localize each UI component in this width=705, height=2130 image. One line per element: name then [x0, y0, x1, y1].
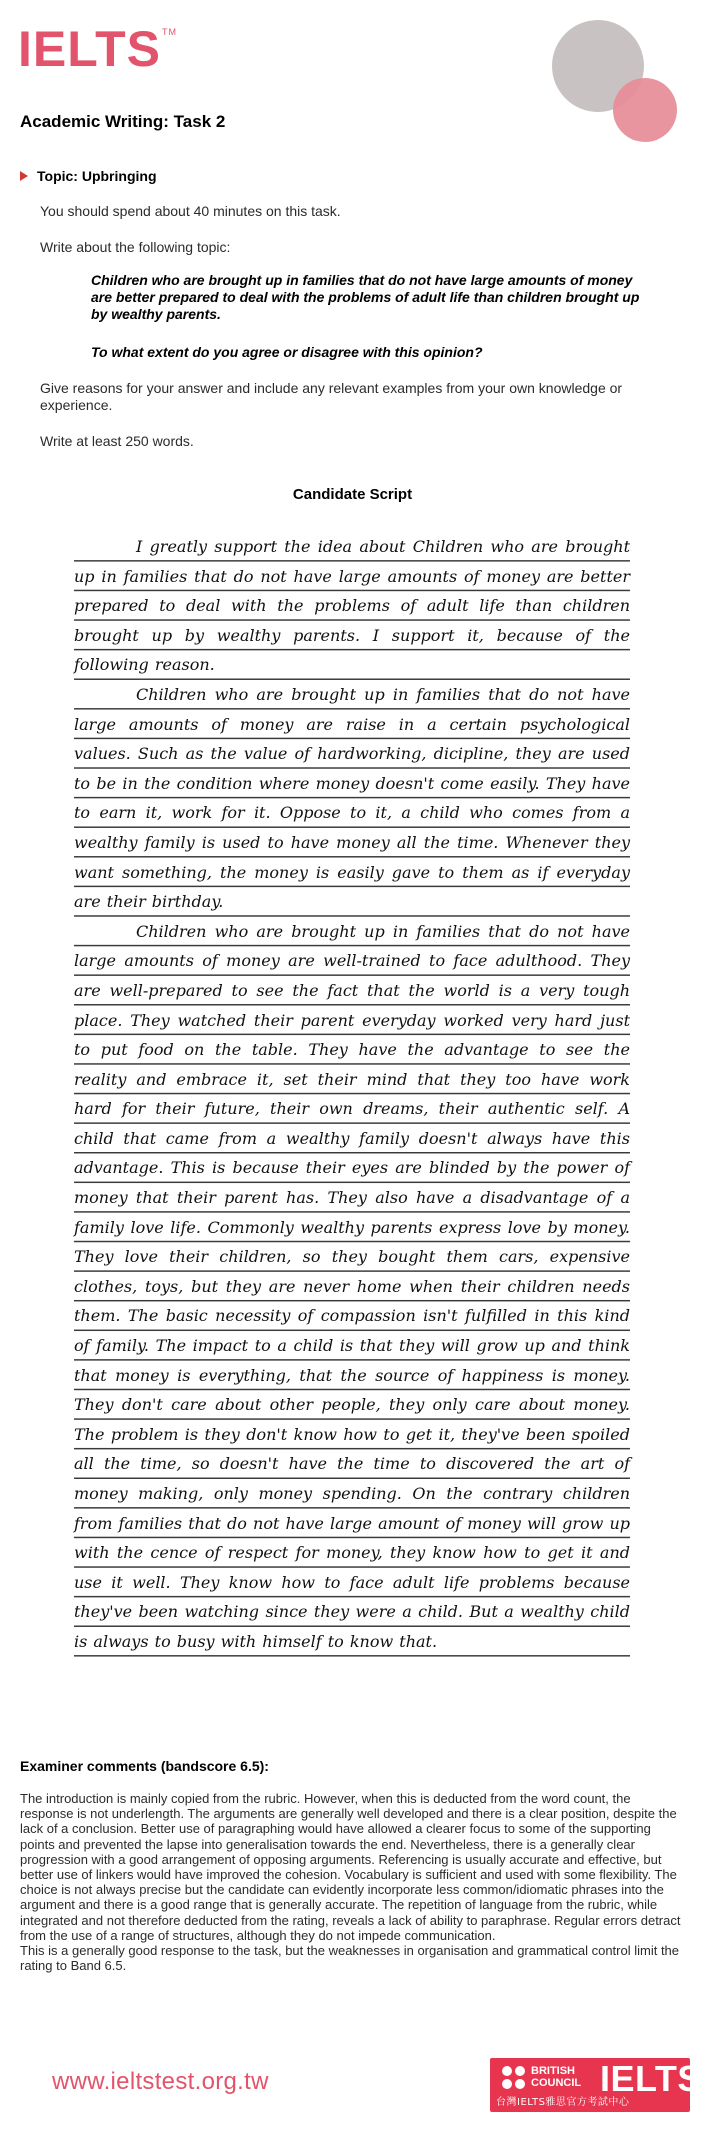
task-statement: Children who are brought up in families that do not have large amounts of money are better prepared to deal with the problems of adult life than children brought up by wealthy parents. — [91, 272, 640, 322]
write-about-instruction: Write about the following topic: — [40, 239, 231, 255]
script-paragraph-1: I greatly support the idea about Children who are brought up in families that do not have large amounts of money are better prepared to deal with the problems of adult life than children brought up by wealthy parents. I support it, because of the following reason. — [74, 537, 630, 675]
examiner-comment-main: The introduction is mainly copied from the rubric. However, when this is deducted from the word count, the response is not underlength. The arguments are generally well developed and there is a clear position, despite the lack of a conclusion. Better use of paragraphing would have allowed a clearer focus to some of the supporting points and prevented the lapse into generalisation towards the end. Nevertheless, there is a generally clear progression with a good arrangement of opposing arguments. Referencing is usually accurate and effective, but better use of linkers would have improved the cohesion. Vocabulary is sufficient and used with some flexibility. The choice is not always precise but the candidate can evidently incorporate less common/idiomatic phrases into the argument and there is a good range that is generally accurate. The repetition of language from the rubric, while integrated and not therefore deducted from the rating, reveals a lack of ability to paraphrase. Regular errors detract from the use of a range of structures, although they do not impede communication. — [20, 1791, 681, 1943]
word-count-instruction: Write at least 250 words. — [40, 433, 194, 449]
examiner-comments — [20, 1791, 686, 1973]
arrow-bullet-icon — [20, 171, 28, 181]
time-instruction: You should spend about 40 minutes on this task. — [40, 203, 341, 219]
script-paragraph-2: Children who are brought up in families that do not have large amounts of money are raise in a certain psychological values. Such as the value of hardworking, dicipline, they are used to be in the condition where money doesn't come easily. They have to earn it, work for it. Oppose to it, a child who comes from a wealthy family is used to have money all the time. Whenever they want something, the money is easily gave to them as if everyday are their birthday. — [74, 684, 630, 912]
topic-heading: Topic: Upbringing — [20, 168, 157, 184]
british-council-ielts-badge — [490, 2058, 702, 2112]
candidate-script — [74, 532, 630, 1657]
task-question: To what extent do you agree or disagree with this opinion? — [91, 344, 483, 360]
badge-council-text: COUNCIL — [531, 2077, 582, 2089]
decorative-pink-circle — [613, 78, 677, 142]
website-link[interactable]: www.ieltstest.org.tw — [52, 2068, 269, 2095]
script-paragraph-3: Children who are brought up in families that do not have large amounts of money are well-trained to face adulthood. They are well-prepared to see the fact that the world is a very tough place. They watched their parent everyday worked very hard just to put food on the table. They have the advantage to see the reality and embrace it, set their mind that they too have work hard for their future, their own dreams, their authentic self. A child that came from a wealthy family doesn't always have this advantage. This is because their eyes are blinded by the power of money that their parent has. They also have a disadvantage of a family love life. Commonly wealthy parents express love by money. They love their children, so they bought them cars, expensive clothes, toys, but they are never home when their children needs them. The basic necessity of compassion isn't fulfilled in this kind of family. The impact to a child is that they will grow up and think that money is everything, that the source of happiness is money. They don't care about other people, they only care about money. The problem is they don't know how to get it, they've been spoiled all the time, so doesn't have the time to discovered the art of money making, only money spending. On the contrary children from families that do not have large amount of money will grow up with the cence of respect for money, they know how to get it and use it well. They know how to face adult life problems because they've been watching since they were a child. But a wealthy child is always to busy with himself to know that. — [74, 921, 630, 1651]
reasons-instruction: Give reasons for your answer and include any relevant examples from your own knowledge or experience. — [40, 380, 623, 413]
british-council-dots-icon — [502, 2066, 526, 2090]
examiner-comments-title: Examiner comments (bandscore 6.5): — [20, 1758, 269, 1774]
examiner-comment-summary: This is a generally good response to the task, but the weaknesses in organisation and grammatical control limit the rating to Band 6.5. — [20, 1943, 680, 1974]
badge-chinese-text: 台灣IELTS雅思官方考試中心 — [496, 2097, 630, 2108]
candidate-script-title: Candidate Script — [292, 486, 413, 503]
badge-ielts-text: IELTS — [600, 2058, 702, 2099]
ielts-logo: IELTS™ — [18, 21, 177, 77]
page-title: Academic Writing: Task 2 — [20, 112, 226, 131]
badge-british-text: BRITISH — [531, 2065, 575, 2077]
